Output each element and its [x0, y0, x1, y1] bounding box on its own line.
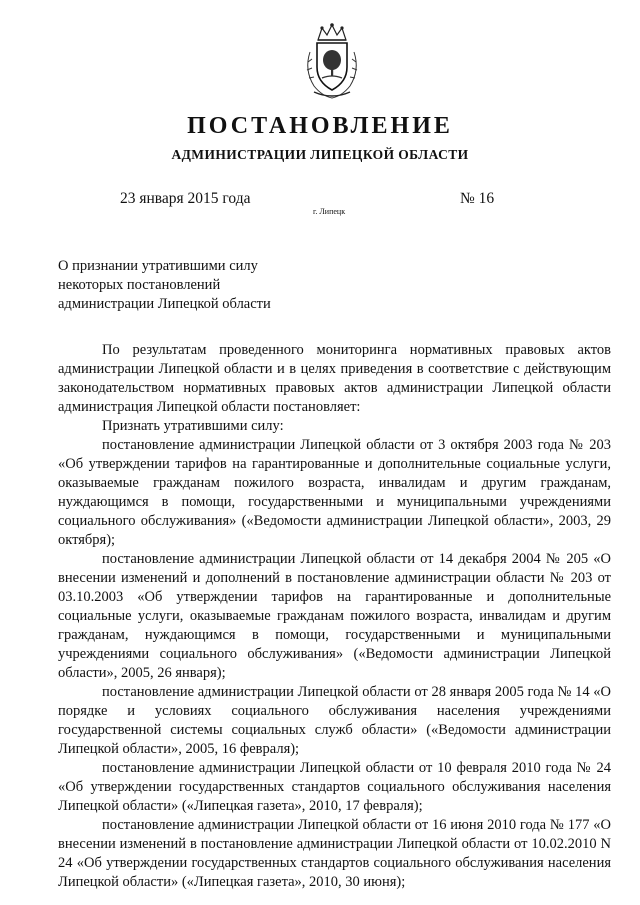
document-body [58, 341, 611, 892]
body-paragraph: постановление администрации Липецкой области от 14 декабря 2004 № 205 «О внесении изменений и дополнений в постановление администрации области № 203 от 03.10.2003 «Об утверждении тарифов на гарантированные и дополнительные социальные услуги, оказываемые гражданам пожилого возраста, инвалидам и другим гражданам, нуждающимся в помощи, государственными и муниципальными учреждениями социального обслуживания» («Ведомости администрации Липецкой области», 2005, 26 января); [58, 551, 611, 681]
body-paragraph: Признать утратившими силу: [102, 418, 284, 434]
body-paragraph: постановление администрации Липецкой области от 3 октября 2003 года № 203 «Об утверждении тарифов на гарантированные и дополнительные социальные услуги, оказываемые гражданам пожилого возраста, инвалидам и другим гражданам, нуждающимся в помощи, государственными и муниципальными учреждениями социального обслуживания» («Ведомости администрации Липецкой области», 2003, 29 октября); [58, 437, 611, 548]
subject-line: администрации Липецкой области [58, 296, 271, 312]
body-paragraph: постановление администрации Липецкой области от 28 января 2005 года № 14 «О порядке и условиях социального обслуживания населения учреждениями государственной системы социальных служб области» («Ведомости администрации Липецкой области», 2005, 16 февраля); [58, 684, 611, 757]
document-subject [58, 257, 338, 314]
body-paragraph: По результатам проведенного мониторинга нормативных правовых актов администрации Липецкой области и в целях приведения в соответствие с действующим законодательством нормативных правовых актов администрации Липецкой области администрация Липецкой области постановляет: [58, 342, 611, 415]
subject-line: О признании утратившими силу [58, 258, 258, 274]
document-title: ПОСТАНОВЛЕНИЕ [187, 113, 453, 139]
subject-line: некоторых постановлений [58, 277, 221, 293]
document-number: № 16 [460, 190, 495, 207]
document-date: 23 января 2015 года [120, 190, 251, 207]
coat-of-arms-icon [300, 22, 364, 100]
document-city: г. Липецк [313, 207, 346, 216]
document-subtitle: АДМИНИСТРАЦИИ ЛИПЕЦКОЙ ОБЛАСТИ [171, 147, 469, 162]
body-paragraph: постановление администрации Липецкой области от 16 июня 2010 года № 177 «О внесении изменений в постановление администрации Липецкой области от 10.02.2010 N 24 «Об утверждении государственных стандартов социального обслуживания населения Липецкой области» («Липецкая газета», 2010, 30 июня); [58, 817, 611, 890]
body-paragraph: постановление администрации Липецкой области от 10 февраля 2010 года № 24 «Об утверждении государственных стандартов социального обслуживания населения Липецкой области» («Липецкая газета», 2010, 17 февраля); [58, 760, 611, 814]
